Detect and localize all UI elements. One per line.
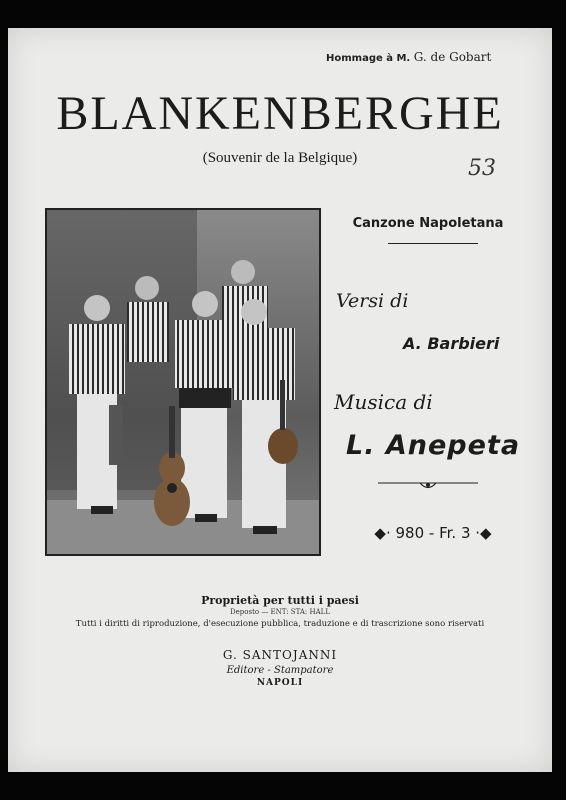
catalog-price (348, 524, 518, 542)
divider-line (388, 243, 478, 244)
photo-five-musicians-icon (47, 210, 319, 554)
dedication (326, 50, 491, 64)
handwritten-number: 53 (468, 156, 496, 181)
publisher-city: NAPOLI (256, 678, 304, 688)
diamond-right-icon: ·◆ (475, 524, 492, 542)
dedication-prefix: Hommage à M. (326, 53, 411, 64)
deposit-note: Deposto — ENT: STA: HALL (230, 608, 330, 616)
song-title: BLANKENBERGHE (56, 87, 504, 140)
composer-name: L. Anepeta (346, 430, 521, 461)
diamond-left-icon: ◆· (374, 524, 391, 542)
sheet-music-cover (8, 28, 552, 772)
genre-label: Canzone Napoletana (352, 216, 504, 231)
ornament-icon (378, 478, 478, 492)
rights-title: Proprietà per tutti i paesi (201, 594, 359, 607)
publisher-name: G. SANTOJANNI (222, 648, 338, 662)
price-text: 980 - Fr. 3 (395, 524, 471, 542)
lyrics-label: Versi di (336, 290, 409, 312)
dedication-name: G. de Gobart (413, 50, 492, 64)
song-subtitle: (Souvenir de la Belgique) (202, 150, 358, 166)
rights-text: Tutti i diritti di riproduzione, d'esecuzione pubblica, traduzione e di trascrizione sono riservati (75, 619, 485, 629)
music-label: Musica di (334, 390, 433, 414)
publisher-role: Editore - Stampatore (226, 665, 334, 676)
musicians-photo (45, 208, 321, 556)
lyricist-name: A. Barbieri (403, 334, 500, 353)
